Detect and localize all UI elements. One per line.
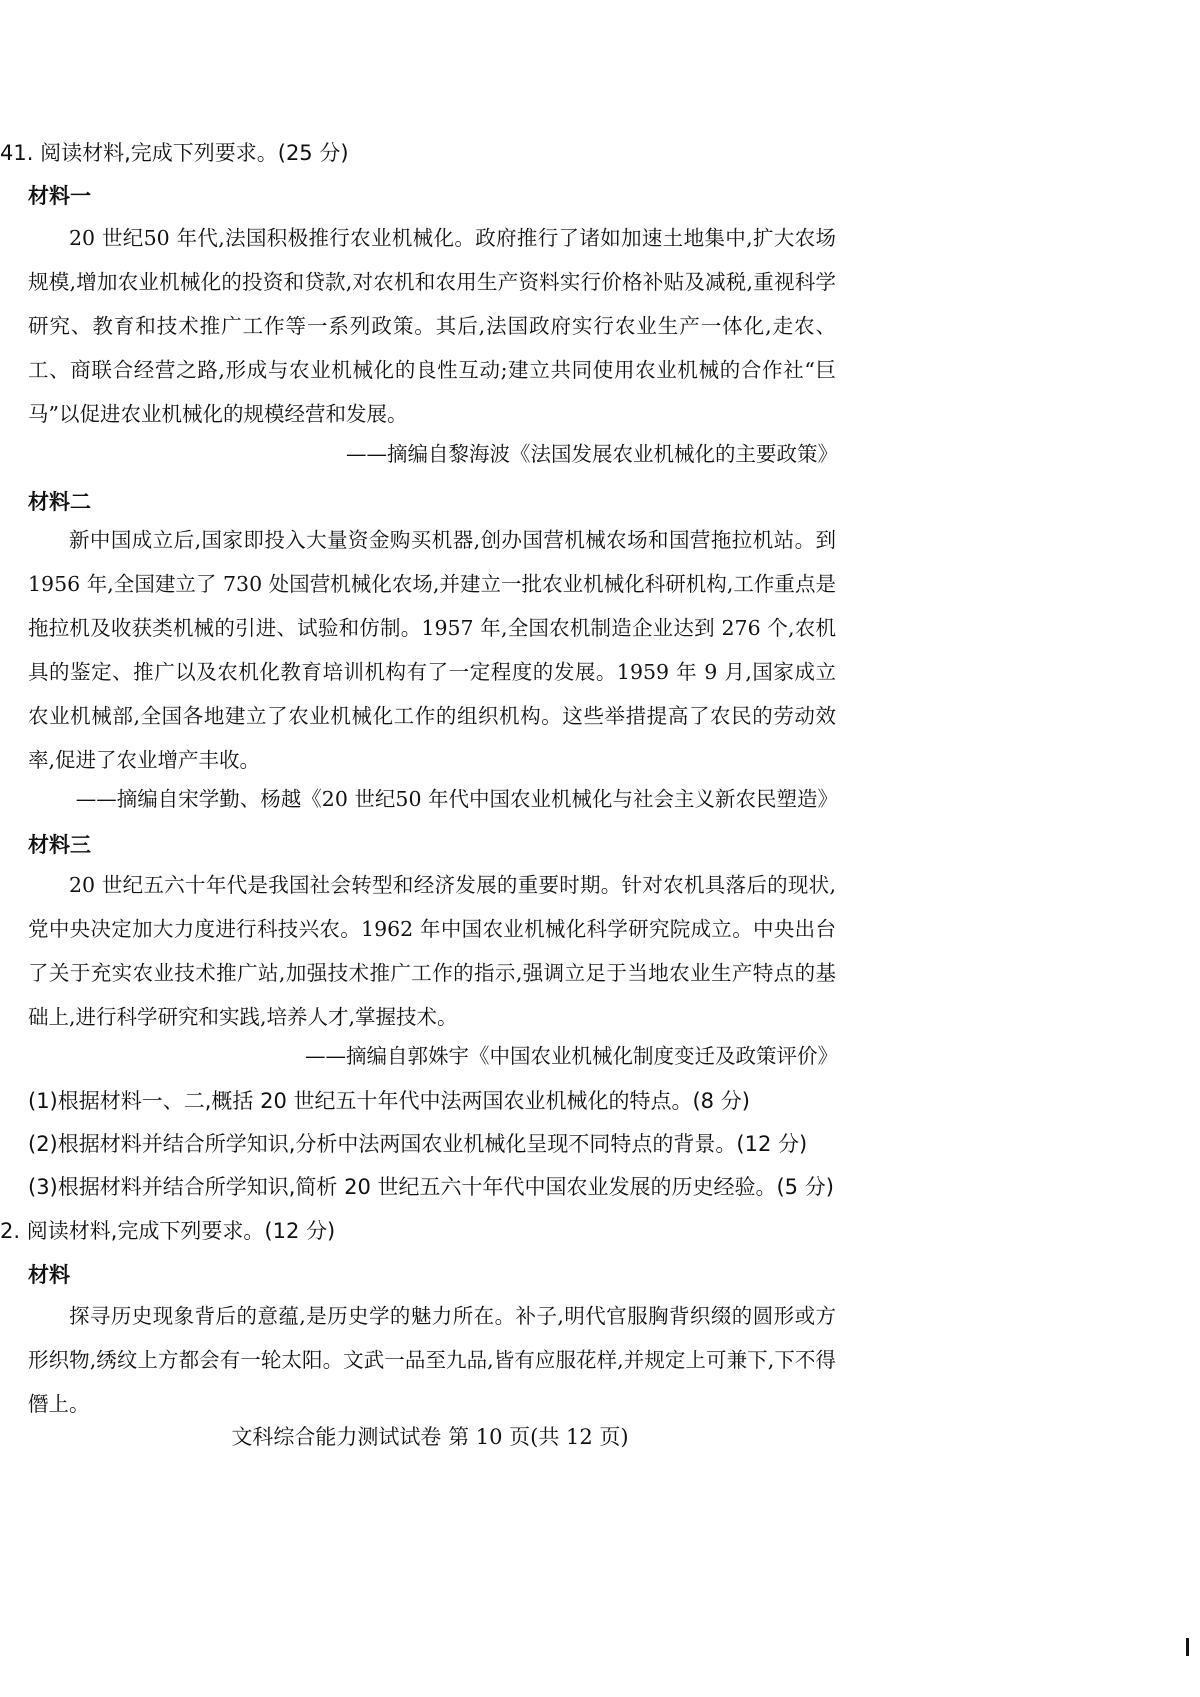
material-1-text: 20 世纪50 年代,法国积极推行农业机械化。政府推行了诸如加速土地集中,扩大农场规模,增加农业机械化的投资和贷款,对农机和农用生产资料实行价格补贴及减税,重视科学研究、教育和技术推广工作等一系列政策。其后,法国政府实行农业生产一体化,走农、工、商联合经营之路,形成与农业机械化的良性互动;建立共同使用农业机械的合作社“巨马”以促进农业机械化的规模经营和发展。 [28, 226, 836, 426]
material-2-heading: 材料二 [28, 490, 91, 514]
sub-question-3: (3)根据材料并结合所学知识,简析 20 世纪五六十年代中国农业发展的历史经验。(5 分) [28, 1175, 834, 1199]
question-41-title: 41. 阅读材料,完成下列要求。(25 分) [0, 141, 349, 165]
material-text: 探寻历史现象背后的意蕴,是历史学的魅力所在。补子,明代官服胸背织缀的圆形或方形织物,绣纹上方都会有一轮太阳。文武一品至九品,皆有应服花样,并规定上可兼下,下不得僭上。 [28, 1304, 836, 1416]
page-edge-mark [1186, 1638, 1189, 1656]
material-2-source: ——摘编自宋学勤、杨越《20 世纪50 年代中国农业机械化与社会主义新农民塑造》 [75, 787, 838, 811]
page-footer: 文科综合能力测试试卷 第 10 页(共 12 页) [231, 1425, 629, 1449]
material-1-heading: 材料一 [28, 184, 91, 208]
question-42-title: 2. 阅读材料,完成下列要求。(12 分) [0, 1219, 336, 1243]
material-3-heading: 材料三 [28, 833, 91, 857]
material-1-source: ——摘编自黎海波《法国发展农业机械化的主要政策》 [346, 442, 838, 466]
sub-question-1: (1)根据材料一、二,概括 20 世纪五十年代中法两国农业机械化的特点。(8 分) [28, 1089, 750, 1113]
material-2-text: 新中国成立后,国家即投入大量资金购买机器,创办国营机械农场和国营拖拉机站。到 1956 年,全国建立了 730 处国营机械化农场,并建立一批农业机械化科研机构,工作重点是拖拉机及收获类机械的引进、试验和仿制。1957 年,全国农机制造企业达到 276 个,农机具的鉴定、推广以及农机化教育培训机构有了一定程度的发展。1959 年 9 月,国家成立农业机械部,全国各地建立了农业机械化工作的组织机构。这些举措提高了农民的劳动效率,促进了农业增产丰收。 [28, 528, 836, 772]
material-3-text: 20 世纪五六十年代是我国社会转型和经济发展的重要时期。针对农机具落后的现状,党中央决定加大力度进行科技兴农。1962 年中国农业机械化科学研究院成立。中央出台了关于充实农业技术推广站,加强技术推广工作的指示,强调立足于当地农业生产特点的基础上,进行科学研究和实践,培养人才,掌握技术。 [28, 873, 836, 1029]
material-heading: 材料 [28, 1263, 70, 1287]
material-3-source: ——摘编自郭姝宇《中国农业机械化制度变迁及政策评价》 [305, 1044, 838, 1068]
sub-question-2: (2)根据材料并结合所学知识,分析中法两国农业机械化呈现不同特点的背景。(12 分) [28, 1132, 808, 1156]
